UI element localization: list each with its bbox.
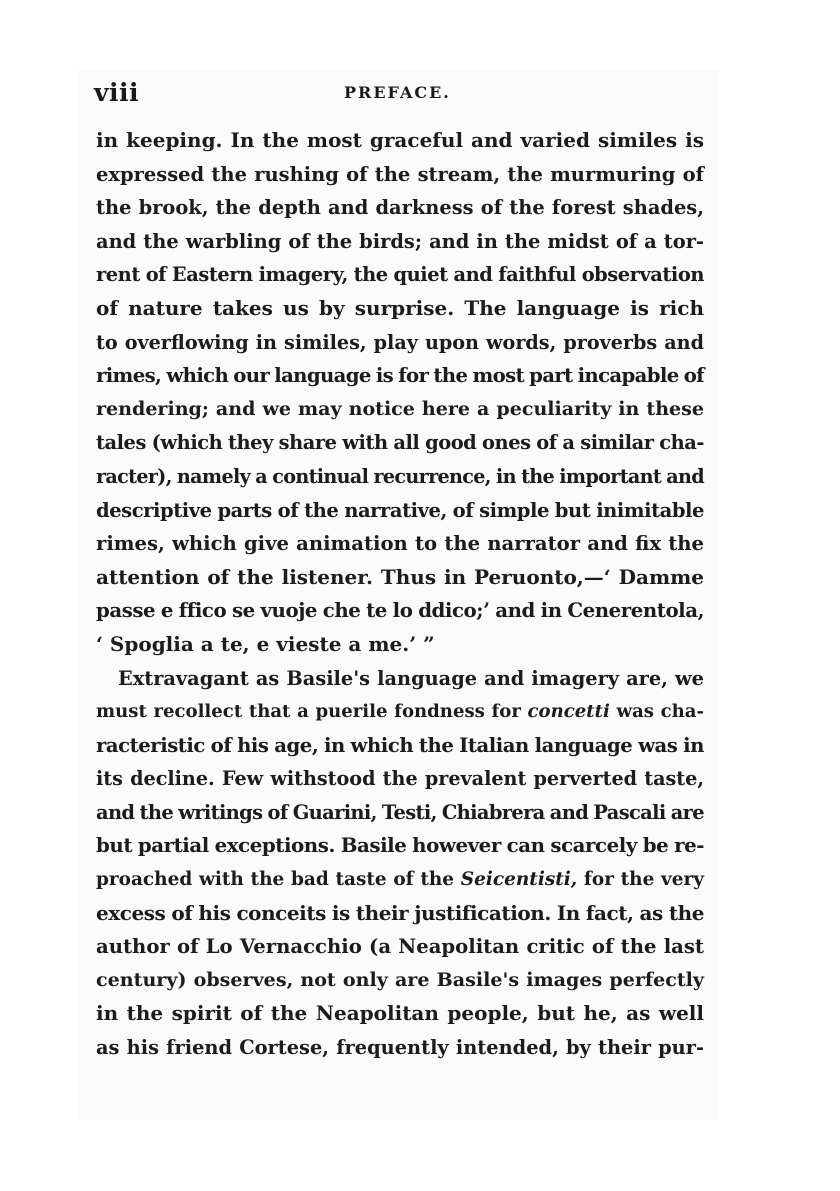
text-line: ‘ Spoglia a te, e vieste a me.’ ” bbox=[96, 631, 435, 656]
text-line: century) observes, not only are Basile's images perfectly bbox=[96, 968, 704, 991]
text-line: passe e ffico se vuoje che te lo ddico;’ and in Cenerentola, bbox=[96, 598, 704, 623]
text-line: and the writings of Guarini, Testi, Chiabrera and Pascali are bbox=[96, 800, 704, 824]
text-segment: proached with the bad taste of the bbox=[96, 869, 461, 891]
text-line: Extravagant as Basile's language and imagery are, we bbox=[118, 666, 704, 690]
text-line: descriptive parts of the narrative, of simple but inimitable bbox=[96, 498, 704, 522]
text-line: of nature takes us by surprise. The language is rich bbox=[96, 295, 704, 320]
text-line: racteristic of his age, in which the Italian language was in bbox=[96, 733, 704, 757]
text-segment: must recollect that a puerile fondness for bbox=[96, 701, 528, 723]
text-line: rent of Eastern imagery, the quiet and faithful observation bbox=[96, 263, 704, 287]
text-line: racter), namely a continual recurrence, in the important and bbox=[96, 464, 704, 488]
italic-word: Seicentisti, bbox=[460, 869, 578, 891]
text-line: as his friend Cortese, frequently intended, by their pur- bbox=[96, 1036, 704, 1060]
text-line: expressed the rushing of the stream, the murmuring of bbox=[96, 162, 704, 186]
text-segment: for the very bbox=[577, 869, 704, 891]
text-line: tales (which they share with all good ones of a similar cha- bbox=[96, 431, 704, 455]
text-line: rendering; and we may notice here a peculiarity in these bbox=[96, 397, 704, 420]
page-number: viii bbox=[94, 78, 140, 107]
text-line: in the spirit of the Neapolitan people, but he, as well bbox=[96, 1001, 704, 1026]
text-line: in keeping. In the most graceful and varied similes is bbox=[96, 128, 704, 152]
text-line: attention of the listener. Thus in Peruonto,—‘ Damme bbox=[96, 564, 704, 589]
text-line: to overflowing in similes, play upon words, proverbs and bbox=[96, 330, 704, 354]
running-head: PREFACE. bbox=[344, 83, 451, 102]
text-line: but partial exceptions. Basile however can scarcely be re- bbox=[96, 833, 704, 858]
paragraph-2 bbox=[96, 662, 704, 1065]
paragraph-1 bbox=[96, 124, 704, 662]
text-line: author of Lo Vernacchio (a Neapolitan critic of the last bbox=[96, 935, 704, 959]
text-line: its decline. Few withstood the prevalent perverted taste, bbox=[96, 767, 704, 791]
text-line: excess of his conceits is their justification. In fact, as the bbox=[96, 900, 704, 925]
body-text bbox=[96, 124, 704, 1065]
text-line: rimes, which our language is for the most part incapable of bbox=[96, 364, 704, 388]
text-line: rimes, which give animation to the narrator and fix the bbox=[96, 532, 704, 556]
italic-word: concetti bbox=[527, 701, 610, 723]
page-header bbox=[94, 78, 706, 112]
text-line: the brook, the depth and darkness of the forest shades, bbox=[96, 196, 704, 220]
text-line bbox=[96, 695, 704, 729]
text-segment: was cha- bbox=[609, 701, 705, 723]
text-line: and the warbling of the birds; and in the midst of a tor- bbox=[96, 229, 704, 253]
text-line bbox=[96, 863, 704, 897]
